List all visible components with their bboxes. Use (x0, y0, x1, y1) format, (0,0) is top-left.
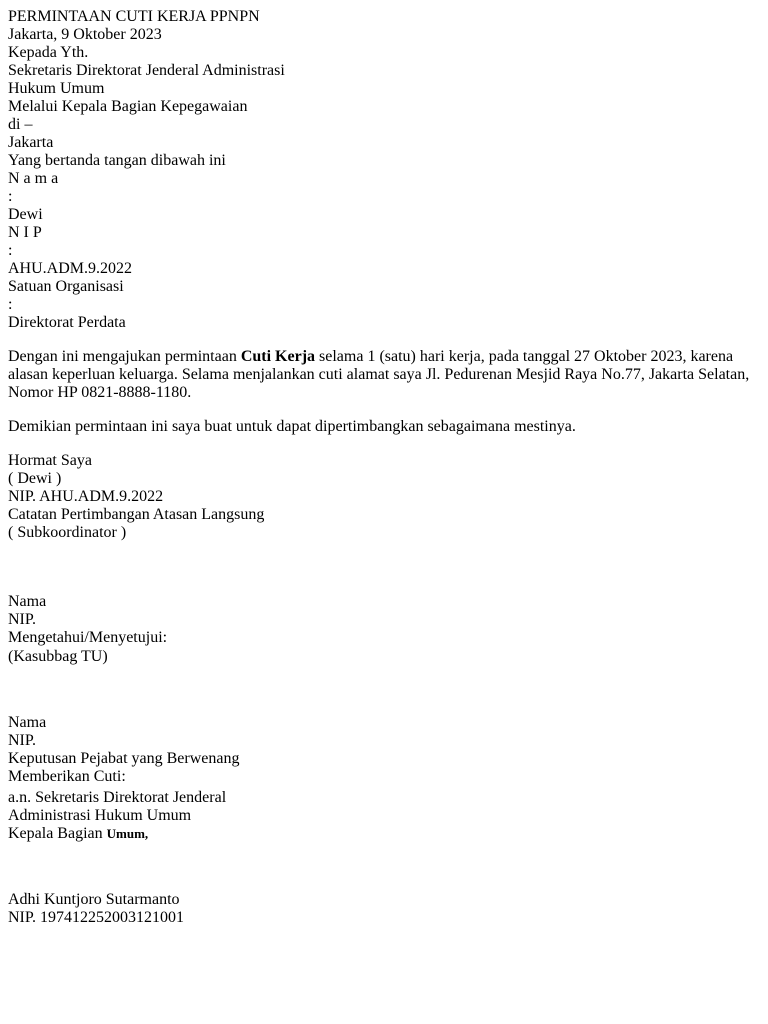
body-paragraph-1 (8, 348, 760, 402)
field-label-organisasi: Satuan Organisasi (8, 278, 124, 295)
body-paragraph-2: Demikian permintaan ini saya buat untuk dapat dipertimbangkan sebagaimana mestinya. (8, 418, 576, 435)
signer-name: ( Dewi ) (8, 470, 62, 487)
section-mengetahui (8, 629, 760, 750)
section3-title-line1: Keputusan Pejabat yang Berwenang (8, 750, 240, 767)
recipient-line-2: Sekretaris Direktorat Jenderal Administrasi (8, 62, 285, 79)
section3-title-line2: Memberikan Cuti: (8, 768, 126, 785)
section3-line3-a: Kepala Bagian (8, 825, 107, 842)
signer-nip: NIP. AHU.ADM.9.2022 (8, 488, 164, 505)
section3-line1: a.n. Sekretaris Direktorat Jenderal (8, 789, 227, 806)
section3-line3 (8, 825, 760, 843)
field-label-nama: N a m a (8, 170, 59, 187)
body-text (8, 348, 760, 436)
section1-subtitle: ( Subkoordinator ) (8, 524, 127, 541)
place-date: Jakarta, 9 Oktober 2023 (8, 26, 162, 43)
section3-nip: NIP. 197412252003121001 (8, 909, 185, 926)
field-separator: : (8, 188, 13, 205)
recipient-line-1: Kepada Yth. (8, 44, 89, 61)
leave-type: Cuti Kerja (240, 348, 316, 365)
section-keputusan (8, 750, 760, 927)
body-p1-before: Dengan ini mengajukan permintaan (8, 348, 241, 365)
section2-nip: NIP. (8, 732, 37, 749)
recipient-line-6: Jakarta (8, 134, 54, 151)
document-page (8, 8, 760, 927)
section3-name: Adhi Kuntjoro Sutarmanto (8, 891, 180, 908)
section2-subtitle: (Kasubbag TU) (8, 648, 108, 665)
closing-text: Hormat Saya (8, 452, 92, 469)
section1-name: Nama (8, 593, 47, 610)
section3-line3-b: Umum, (106, 826, 149, 841)
section1-nip: NIP. (8, 611, 37, 628)
recipient-line-3: Hukum Umum (8, 80, 105, 97)
section3-line2: Administrasi Hukum Umum (8, 807, 192, 824)
field-value-organisasi: Direktorat Perdata (8, 314, 126, 331)
section-atasan-langsung (8, 506, 760, 629)
intro-text: Yang bertanda tangan dibawah ini (8, 152, 226, 169)
body-p1-after: selama 1 (satu) hari kerja, pada tanggal 27 Oktober 2023, karena alasan keperluan keluarga. Selama menjalankan cuti alamat saya Jl. Pedurenan Mesjid Raya No.77, Jakarta Selatan, Nomor HP 0821-8888-1180. (8, 348, 750, 401)
section2-name: Nama (8, 714, 47, 731)
recipient-line-4: Melalui Kepala Bagian Kepegawaian (8, 98, 248, 115)
document-title: PERMINTAAN CUTI KERJA PPNPN (8, 8, 260, 25)
field-separator: : (8, 242, 13, 259)
section2-title: Mengetahui/Menyetujui: (8, 629, 168, 646)
field-value-nama: Dewi (8, 206, 43, 223)
approval-table (8, 506, 760, 927)
field-label-nip: N I P (8, 224, 42, 241)
field-value-nip: AHU.ADM.9.2022 (8, 260, 132, 277)
recipient-line-5: di – (8, 116, 33, 133)
section1-title: Catatan Pertimbangan Atasan Langsung (8, 506, 265, 523)
field-separator: : (8, 296, 13, 313)
